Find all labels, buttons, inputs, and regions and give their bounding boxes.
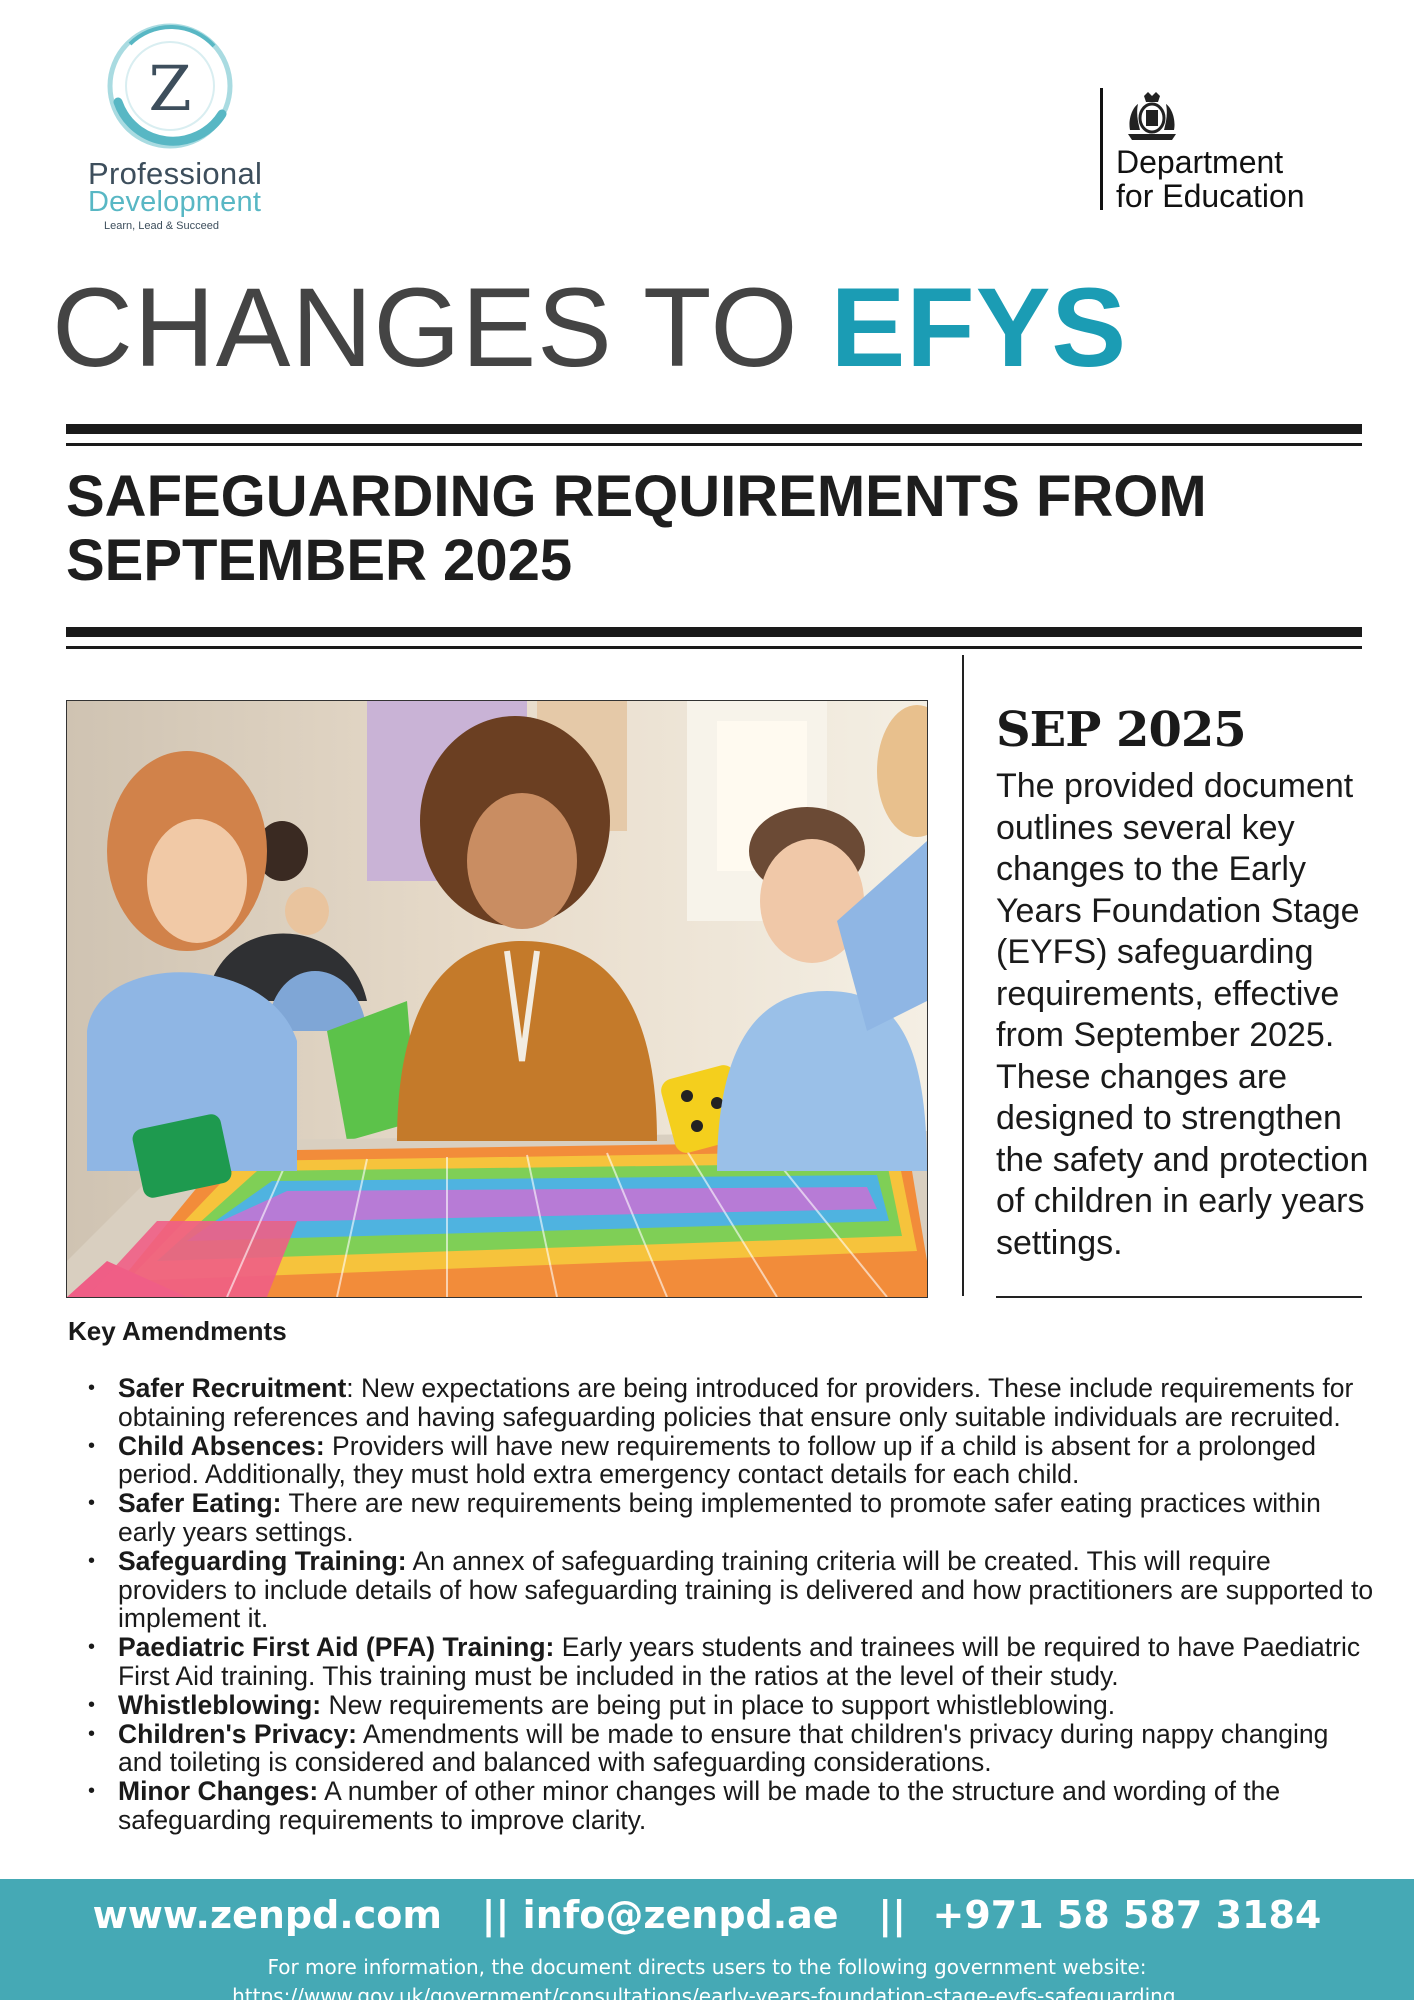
dfe-divider: [1100, 88, 1103, 210]
list-item: [66, 1777, 1376, 1835]
amendment-label: Safer Eating:: [118, 1488, 282, 1519]
brand-line2: Development: [88, 186, 262, 218]
title-prefix: CHANGES TO: [52, 265, 831, 390]
side-bottom-divider: [996, 1296, 1362, 1298]
list-item: [66, 1374, 1376, 1432]
subtitle-divider-thick: [66, 627, 1362, 637]
contact-separator: ||: [481, 1893, 510, 1937]
royal-crest-icon: [1122, 90, 1182, 142]
logo-ring-icon: [102, 18, 248, 158]
dfe-line2: for Education: [1116, 178, 1305, 214]
zen-pd-logo: [80, 18, 270, 238]
side-summary: The provided document outlines several key changes to the Early Years Foundation Stage (EYFS) safeguarding requirements, effective from September 2025. These changes are designed to strengthen the safety and protection of children in early years settings.: [996, 767, 1369, 1262]
gov-website-link[interactable]: https://www.gov.uk/government/consultations/early-years-foundation-stage-eyfs-safeguarding.: [232, 1984, 1182, 2008]
bullet-icon: •: [88, 1693, 96, 1716]
email-link[interactable]: info@zenpd.ae: [522, 1893, 839, 1937]
footer: [0, 1879, 1414, 2008]
amendment-label: Paediatric First Aid (PFA) Training:: [118, 1632, 555, 1663]
bullet-icon: •: [88, 1549, 96, 1572]
brand-tagline: Learn, Lead & Succeed: [104, 220, 219, 232]
bullet-icon: •: [88, 1492, 96, 1515]
amendment-label: Children's Privacy:: [118, 1718, 358, 1749]
amendment-text: New requirements are being put in place to support whistleblowing.: [321, 1689, 1116, 1720]
logo-letter: Z: [148, 52, 192, 125]
amendment-label: Whistleblowing:: [118, 1689, 322, 1720]
website-link[interactable]: www.zenpd.com: [92, 1893, 442, 1937]
department-for-education-logo: [1100, 88, 1340, 218]
subtitle-line2: SEPTEMBER 2025: [66, 528, 573, 593]
teacher-with-children-photo: [66, 700, 928, 1298]
amendment-text: Providers will have new requirements to follow up if a child is absent for a prolonged period. Additionally, they must hold extra emergency contact details for each child.: [118, 1430, 1316, 1490]
bullet-icon: •: [88, 1434, 96, 1457]
subtitle: [66, 465, 1366, 593]
bullet-icon: •: [88, 1722, 96, 1745]
side-date: SEP 2025: [996, 702, 1246, 758]
subtitle-divider-thin: [66, 646, 1362, 649]
amendment-text: There are new requirements being implemented to promote safer eating practices within early years settings.: [118, 1488, 1321, 1547]
amendment-label: Minor Changes:: [118, 1776, 319, 1807]
column-divider: [962, 655, 964, 1296]
amendments-list: [66, 1374, 1376, 1835]
amendment-label: Child Absences:: [118, 1430, 325, 1461]
amendment-text: A number of other minor changes will be made to the structure and wording of the safeguarding requirements to improve clarity.: [118, 1776, 1281, 1835]
contact-separator: ||: [878, 1893, 907, 1937]
subtitle-line1: SAFEGUARDING REQUIREMENTS FROM: [66, 464, 1207, 529]
list-item: [66, 1547, 1376, 1633]
amendment-label: Safer Recruitment: [118, 1373, 347, 1403]
brand-line1: Professional: [88, 156, 263, 191]
list-item: [66, 1691, 1376, 1720]
list-item: [66, 1633, 1376, 1691]
amendment-text: Early years students and trainees will be required to have Paediatric First Aid training. This training must be included in the ratios at the level of their study.: [118, 1632, 1361, 1691]
list-item: [66, 1489, 1376, 1547]
amendment-text: : New expectations are being introduced for providers. These include requirements for obtaining references and having safeguarding policies that ensure only suitable individuals are recruited.: [118, 1373, 1354, 1432]
footer-note-line1: For more information, the document directs users to the following government website:: [267, 1955, 1147, 1979]
bullet-icon: •: [88, 1780, 96, 1803]
page-title: [52, 265, 1128, 390]
footer-contact: [0, 1893, 1414, 1937]
title-accent: EFYS: [830, 265, 1128, 390]
phone-number[interactable]: +971 58 587 3184: [932, 1893, 1322, 1937]
title-divider-thin: [66, 443, 1362, 446]
bullet-icon: •: [88, 1377, 96, 1399]
bullet-icon: •: [88, 1636, 96, 1659]
dfe-line1: Department: [1116, 144, 1284, 180]
list-item: [66, 1720, 1376, 1778]
title-divider-thick: [66, 424, 1362, 434]
amendment-text: Amendments will be made to ensure that children's privacy during nappy changing and toileting is considered and balanced with safeguarding considerations.: [118, 1718, 1329, 1778]
amendment-label: Safeguarding Training:: [118, 1545, 407, 1576]
key-amendments-heading: Key Amendments: [68, 1316, 287, 1346]
list-item: [66, 1432, 1376, 1490]
footer-note: [0, 1953, 1414, 2011]
amendment-text: An annex of safeguarding training criteria will be created. This will require providers to include details of how safeguarding training is delivered and how practitioners are supported to implement it.: [118, 1545, 1374, 1634]
